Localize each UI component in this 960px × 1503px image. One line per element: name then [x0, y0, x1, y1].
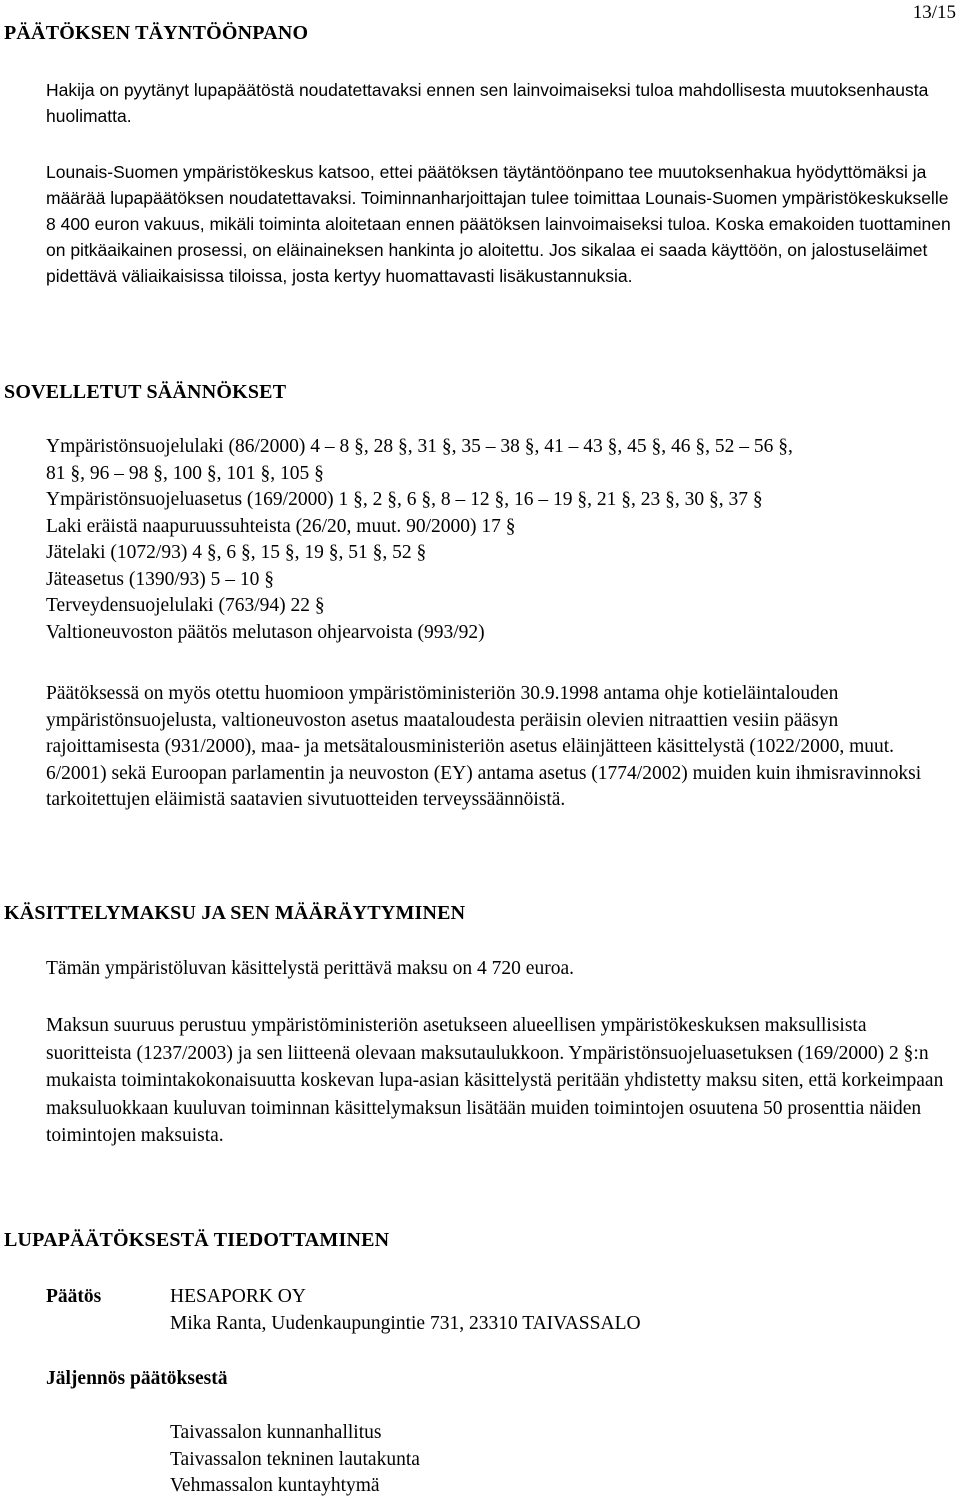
regulation-line: Jätelaki (1072/93) 4 §, 6 §, 15 §, 19 §, 51 §, 52 §	[46, 542, 427, 563]
regulation-line: Jäteasetus (1390/93) 5 – 10 §	[46, 568, 275, 590]
copy-label: Jäljennös päätöksestä	[46, 1368, 228, 1389]
section-heading-enforcement: PÄÄTÖKSEN TÄYNTÖÖNPANO	[4, 22, 309, 44]
page-number: 13/15	[912, 2, 956, 23]
recipient-address: Mika Ranta, Uudenkaupungintie 731, 23310 TAIVASSALO	[170, 1312, 641, 1334]
regulation-line: Ympäristönsuojelulaki (86/2000) 4 – 8 §, 28 §, 31 §, 35 – 38 §, 41 – 43 §, 45 §, 46 §, 52 – 56 §,	[46, 436, 793, 457]
enforcement-paragraph-2-rest: Toiminnanharjoittajan tulee toimittaa Lounais-Suomen ympäristökeskukselle 8 400 euron vakuus, mikäli toiminta aloitetaan ennen päätöksen lainvoimaiseksi tuloa. Koska emakoiden tuottaminen on pitkäaikainen prosessi, on eläinaineksen hankinta jo aloitettu. Jos sikalaa ei saada käyttöön, on jalostuseläimet pidettävä väliaikaisissa tiloissa, josta kertyy huomattavasti lisäkustannuksia.	[46, 188, 951, 286]
copy-recipient: Taivassalon kunnanhallitus	[170, 1422, 382, 1443]
copy-recipient: Vehmassalon kuntayhtymä	[170, 1475, 380, 1496]
regulation-line: Valtioneuvoston päätös melutason ohjearvoista (993/92)	[46, 621, 485, 643]
enforcement-paragraph-2-lead: Lounais-Suomen ympäristökeskus katsoo, ettei päätöksen täytäntöönpano tee muutoksenhakua hyödyttömäksi ja määrää lupapäätöksen noudatettavaksi.	[46, 162, 927, 208]
regulation-line: 81 §, 96 – 98 §, 100 §, 101 §, 105 §	[46, 462, 324, 484]
decision-label: Päätös	[46, 1286, 102, 1307]
regulation-line: Terveydensuojelulaki (763/94) 22 §	[46, 595, 325, 616]
copy-recipients	[170, 1420, 420, 1500]
section-heading-fee: KÄSITTELYMAKSU JA SEN MÄÄRÄYTYMINEN	[4, 902, 466, 924]
decision-recipient	[170, 1284, 641, 1337]
section-heading-regulations: SOVELLETUT SÄÄNNÖKSET	[4, 381, 287, 403]
fee-paragraph-2: Maksun suuruus perustuu ympäristöministeriön asetukseen alueellisen ympäristökeskuksen maksullisista suoritteista (1237/2003) ja sen liitteenä olevaan maksutaulukkoon. Ympäristönsuojeluasetuksen (169/2000) 2 §:n mukaista toimintakokonaisuutta koskevan lupa-asian käsittelystä peritään yhdistetty maksu siten, että korkeimpaan maksuluokkaan kuuluvan toiminnan käsittelymaksun lisätään muiden toimintojen osuutena 50 prosenttia näiden toimintojen maksuista.	[46, 1015, 944, 1146]
enforcement-paragraph-1: Hakija on pyytänyt lupapäätöstä noudatettavaksi ennen sen lainvoimaiseksi tuloa mahdollisesta muutoksenhausta huolimatta.	[46, 80, 929, 126]
enforcement-paragraph-2	[46, 159, 956, 289]
regulation-line: Laki eräistä naapuruussuhteista (26/20, muut. 90/2000) 17 §	[46, 515, 516, 537]
regulation-line: Ympäristönsuojeluasetus (169/2000) 1 §, 2 §, 6 §, 8 – 12 §, 16 – 19 §, 21 §, 23 §, 30 §, 37 §	[46, 489, 763, 510]
copy-recipient: Taivassalon tekninen lautakunta	[170, 1448, 420, 1470]
regulations-list	[46, 434, 956, 646]
fee-paragraph-1: Tämän ympäristöluvan käsittelystä perittävä maksu on 4 720 euroa.	[46, 958, 574, 979]
regulations-note: Päätöksessä on myös otettu huomioon ympäristöministeriön 30.9.1998 antama ohje kotieläintalouden ympäristönsuojelusta, valtioneuvoston asetus maataloudesta peräisin olevien nitraattien vesiin pääsyn rajoittamisesta (931/2000), maa- ja metsätalousministeriön asetus eläinjätteen käsittelystä (1022/2000, muut. 6/2001) sekä Euroopan parlamentin ja neuvoston (EY) antama asetus (1774/2002) muiden kuin ihmisravinnoksi tarkoitettujen eläimistä saatavien sivutuotteiden terveyssäännöistä.	[46, 683, 922, 810]
section-heading-notification: LUPAPÄÄTÖKSESTÄ TIEDOTTAMINEN	[4, 1229, 390, 1251]
recipient-name: HESAPORK OY	[170, 1286, 306, 1307]
